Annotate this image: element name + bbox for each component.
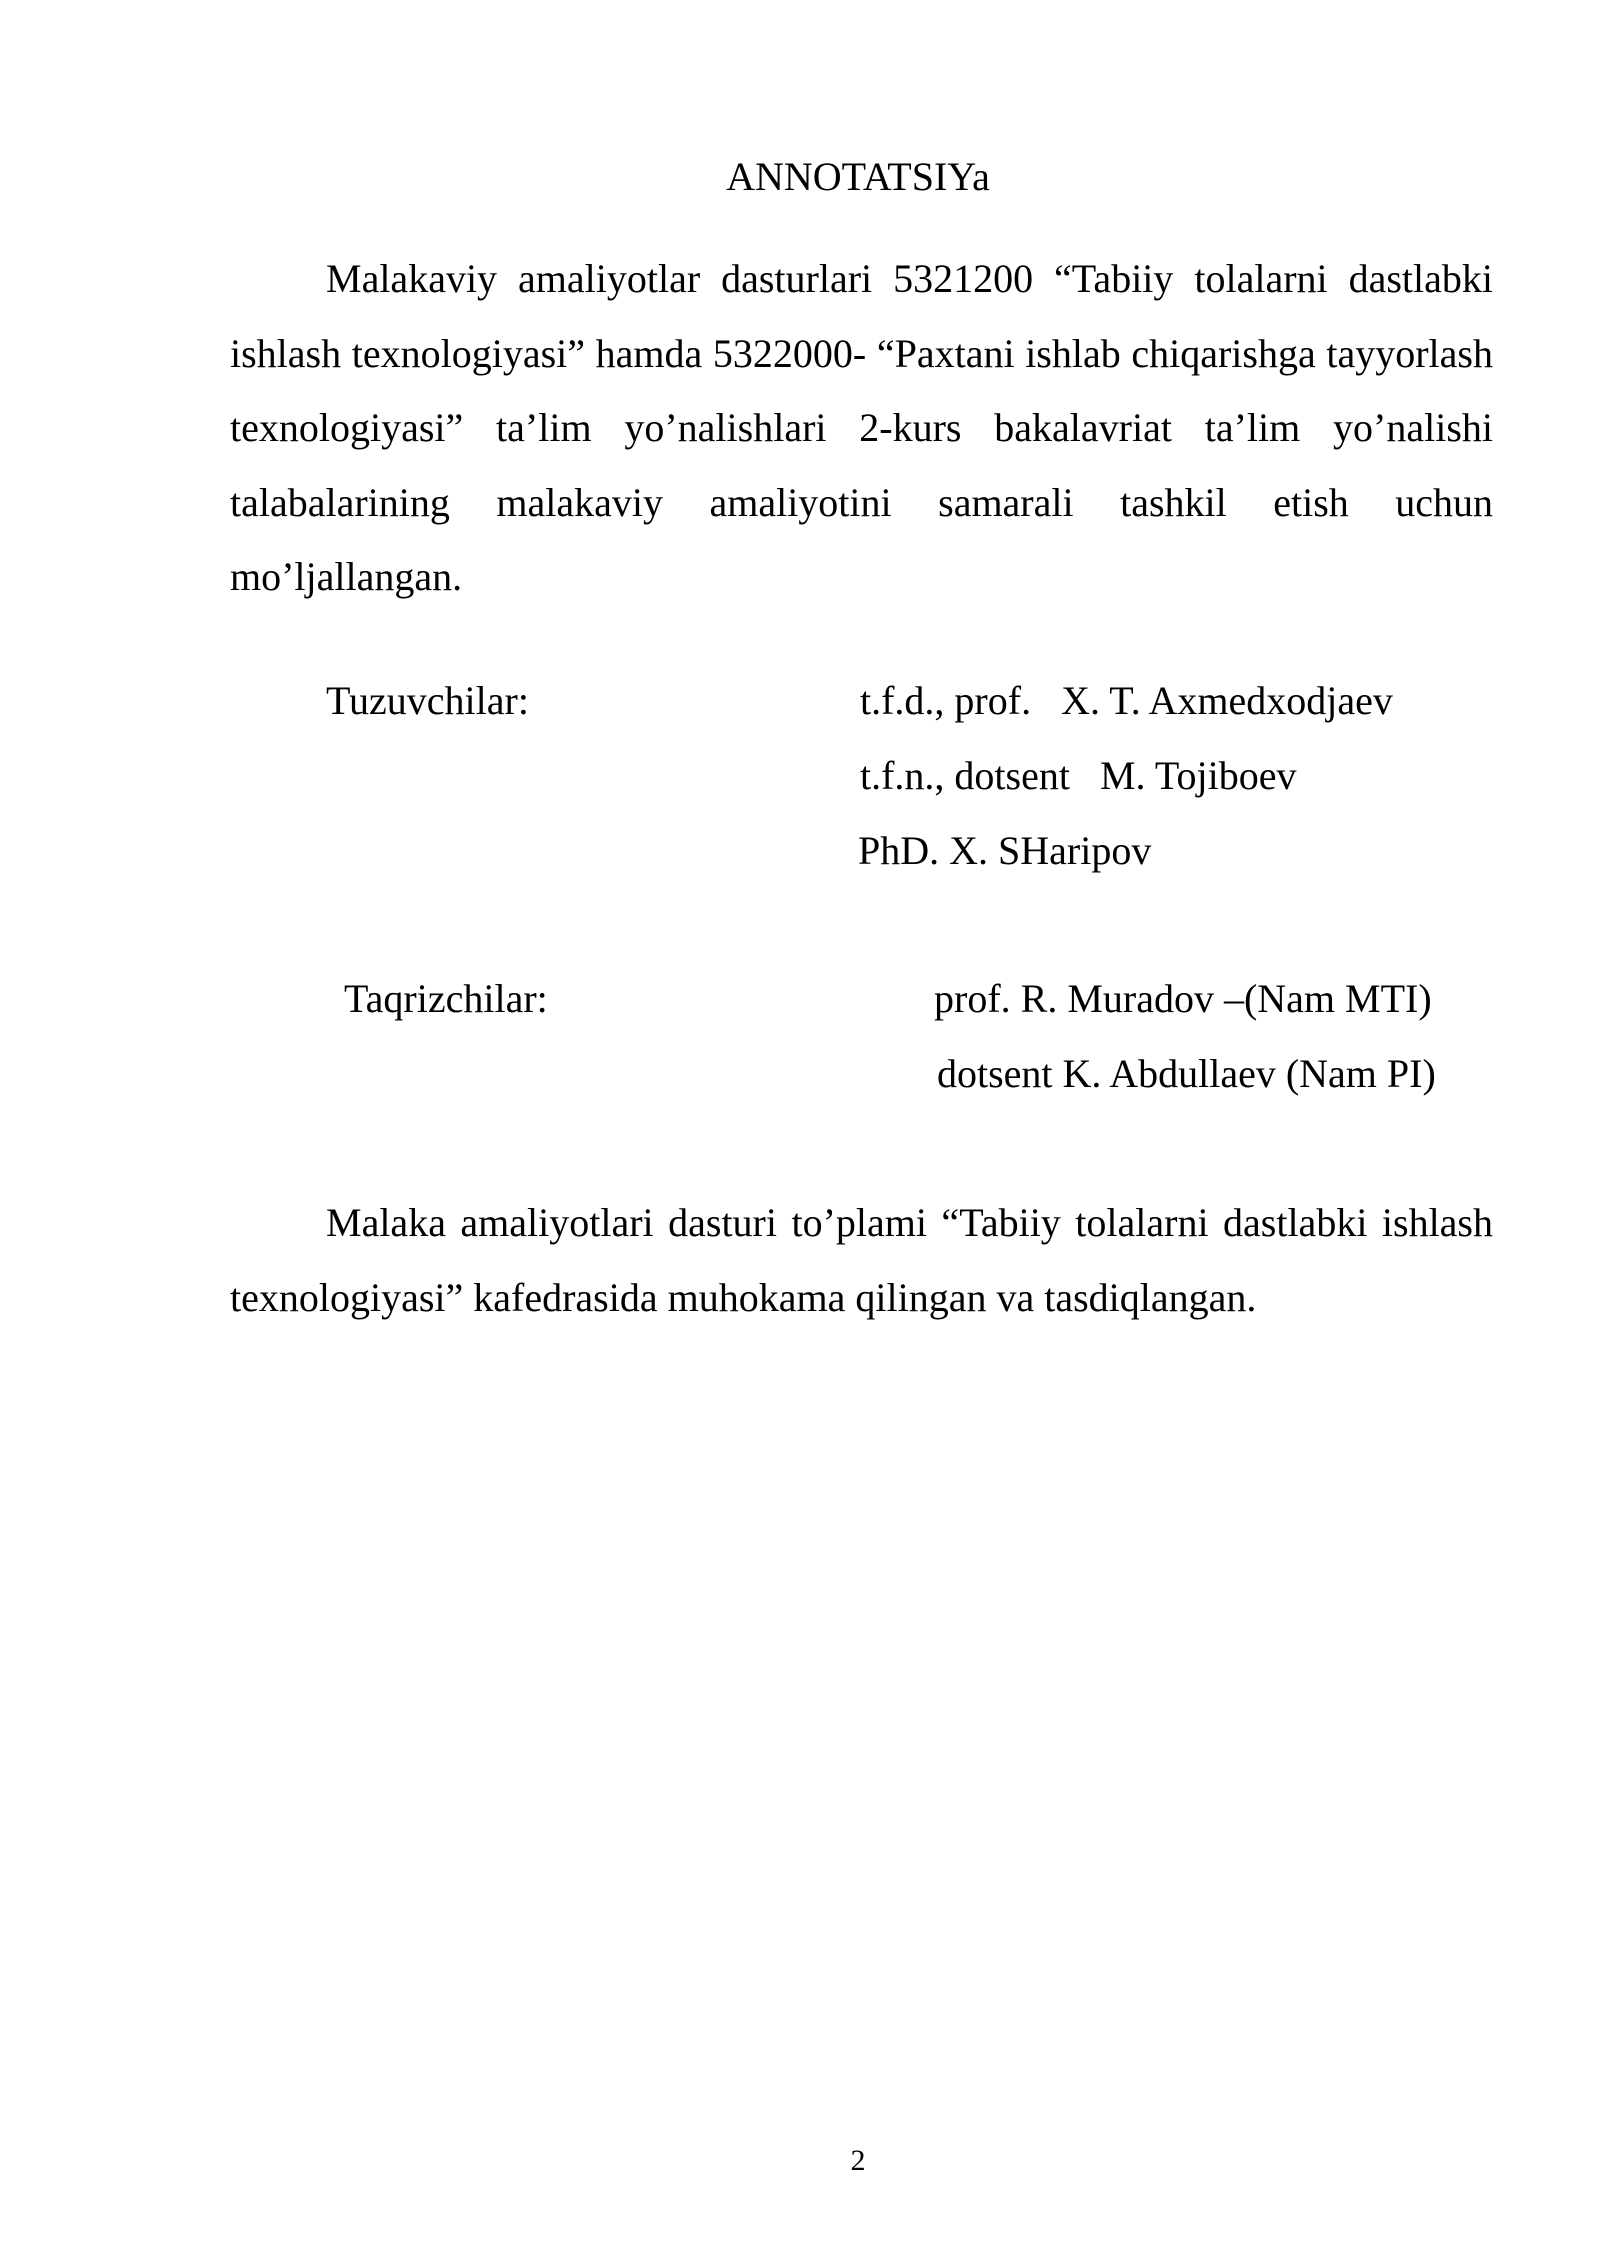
authors-label: Tuzuvchilar:	[326, 678, 529, 723]
author-entry	[858, 827, 1151, 875]
author-title: t.f.d., prof.	[860, 678, 1032, 723]
reviewer-entry: prof. R. Muradov –(Nam MTI)	[934, 976, 1432, 1021]
author-entry	[860, 677, 1393, 725]
author-title: t.f.n., dotsent	[860, 753, 1070, 798]
author-name: X. T. Axmedxodjaev	[1061, 678, 1393, 723]
reviewers-label: Taqrizchilar:	[344, 976, 548, 1021]
page-title: ANNOTATSIYa	[726, 154, 990, 199]
author-name: M. Tojiboev	[1099, 753, 1297, 798]
author-name: X. SHaripov	[949, 828, 1152, 873]
annotation-paragraph: Malakaviy amaliyotlar dasturlari 5321200 “Tabiiy tolalarni dastlabki ishlash texnologiyasi” hamda 5322000- “Paxtani ishlab chiqarishga tayyorlash texnologiyasi” ta’lim yo’nalishlari 2-kurs bakalavriat ta’lim yo’nalishi talabalarining malakaviy amaliyotini samarali tashkil etish uchun mo’ljallangan.	[230, 256, 1493, 599]
approval-paragraph: Malaka amaliyotlari dasturi to’plami “Tabiiy tolalarni dastlabki ishlash texnologiyasi” kafedrasida muhokama qilingan va tasdiqlangan.	[230, 1200, 1493, 1320]
reviewer-entry: dotsent K. Abdullaev (Nam PI)	[937, 1051, 1436, 1096]
author-entry	[860, 752, 1296, 800]
author-title: PhD.	[858, 828, 940, 873]
page-number: 2	[850, 2144, 866, 2177]
